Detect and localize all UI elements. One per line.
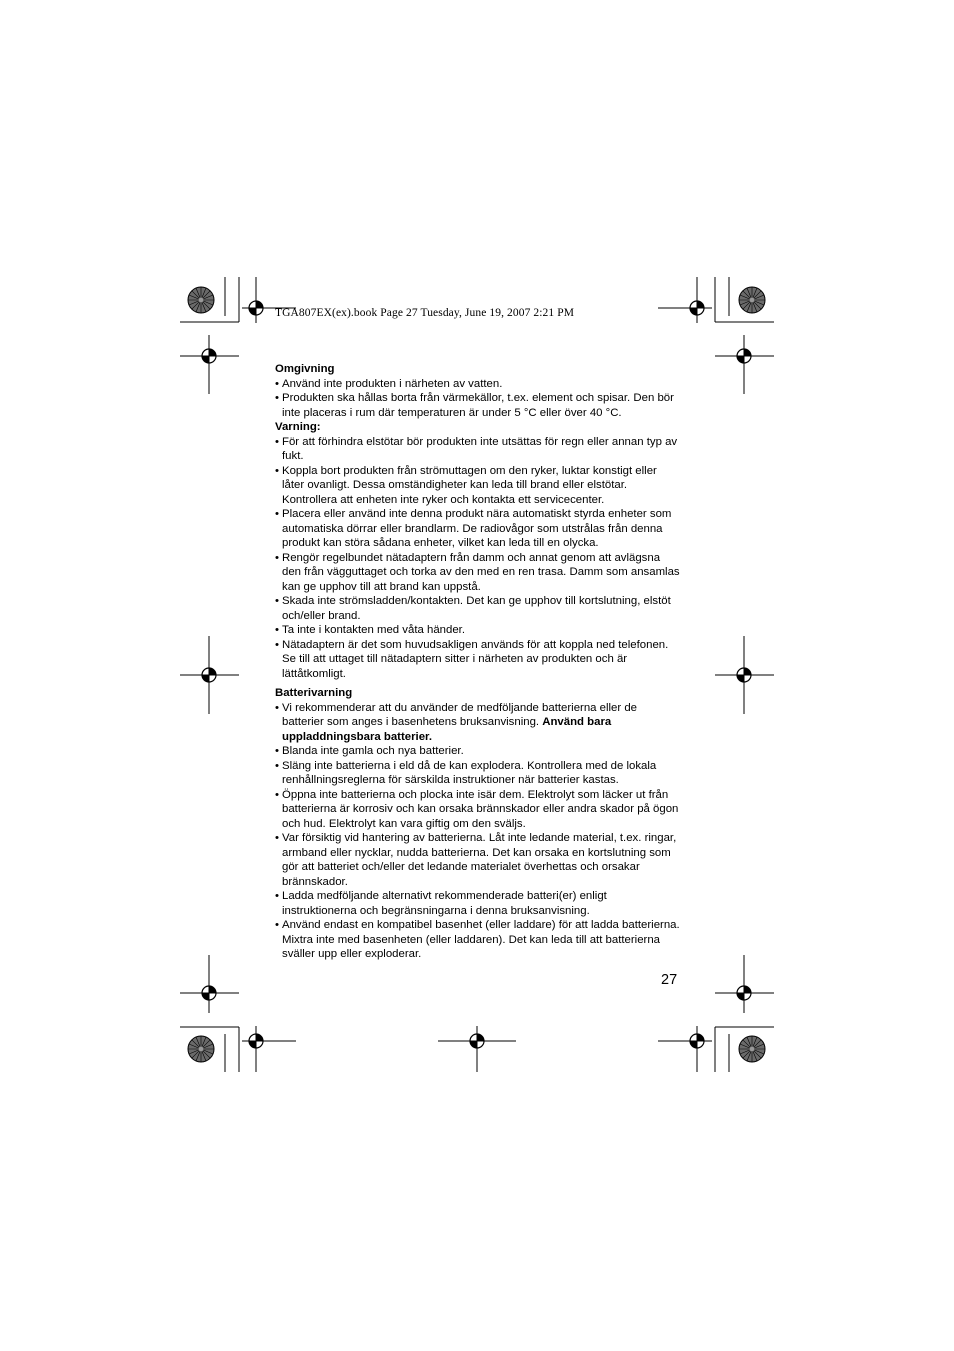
print-header: TGA807EX(ex).book Page 27 Tuesday, June 19, 2007 2:21 PM (275, 307, 575, 319)
list-item: • Ta inte i kontakten med våta händer. (275, 623, 680, 638)
list-item: • Produkten ska hållas borta från värmekällor, t.ex. element och spisar. Den bör inte placeras i rum där temperaturen är under 5 °C eller över 40 °C. (275, 391, 680, 420)
list-item: • Koppla bort produkten från strömuttagen om den ryker, luktar konstigt eller låter ovanligt. Dessa omständigheter kan leda till brand eller elstötar. Kontrollera att enheten inte ryker och kontakta ett servicecenter. (275, 464, 680, 508)
list-item: • Rengör regelbundet nätadaptern från damm och annat genom att avlägsna den från vägguttaget och torka av den med en ren trasa. Damm som ansamlas kan ge upphov till att brand kan uppstå. (275, 551, 680, 595)
page-content (275, 362, 680, 962)
section-title-varning: Varning: (275, 421, 321, 433)
color-bar-bottom-left-icon (188, 1036, 214, 1062)
list-item: • Släng inte batterierna i eld då de kan explodera. Kontrollera med de lokala renhållningsreglerna för särskilda instruktioner när batterier kastas. (275, 759, 680, 788)
section-title-batterivarning: Batterivarning (275, 687, 353, 699)
list-item: • För att förhindra elstötar bör produkten inte utsättas för regn eller annan typ av fukt. (275, 435, 680, 464)
list-item: • Var försiktig vid hantering av batterierna. Låt inte ledande material, t.ex. ringar, armband eller nycklar, nudda batterierna. Det kan orsaka en kortslutning som gör att batteriet och/eller det ledande materialet överhettas och orsakar brännskador. (275, 831, 680, 889)
list-batterivarning (275, 701, 680, 962)
list-omgivning (275, 377, 680, 421)
list-item-emphasis: Använd bara uppladdningsbara batterier. (282, 716, 612, 743)
color-bar-bottom-right-icon (739, 1036, 765, 1062)
list-item: • Använd inte produkten i närheten av vatten. (275, 377, 680, 392)
list-item (275, 701, 680, 745)
list-item: • Placera eller använd inte denna produkt nära automatiskt styrda enheter som automatiska dörrar eller brandlarm. De radiovågor som utstrålas från denna produkt kan störa sådana enheter, vilket kan leda till en olycka. (275, 507, 680, 551)
list-varning (275, 435, 680, 682)
color-bar-top-right-icon (739, 287, 765, 313)
list-item: • Nätadaptern är det som huvudsakligen används för att koppla ned telefonen. Se till att uttaget till nätadaptern sitter i närheten av produkten och är lättåtkomligt. (275, 638, 680, 682)
list-item: • Ladda medföljande alternativt rekommenderade batteri(er) enligt instruktionerna och begränsningarna i denna bruksanvisning. (275, 889, 680, 918)
section-title-omgivning: Omgivning (275, 363, 335, 375)
list-item: • Blanda inte gamla och nya batterier. (275, 744, 680, 759)
list-item-text: Vi rekommenderar att du använder de medföljande batterierna eller de batterier som anges i basenhetens bruksanvisning. (282, 701, 638, 728)
list-item: • Skada inte strömsladden/kontakten. Det kan ge upphov till kortslutning, elstöt och/eller brand. (275, 594, 680, 623)
color-bar-top-left-icon (188, 287, 214, 313)
list-item: • Använd endast en kompatibel basenhet (eller laddare) för att ladda batterierna. Mixtra inte med basenheten (eller laddaren). Det kan leda till att batterierna sväller upp eller exploderar. (275, 918, 680, 962)
list-item: • Öppna inte batterierna och plocka inte isär dem. Elektrolyt som läcker ut från batterierna är korrosiv och kan orsaka brännskador eller andra skador på ögon och hud. Elektrolyt kan vara giftig om den sväljs. (275, 788, 680, 832)
page-number: 27 (661, 972, 678, 988)
